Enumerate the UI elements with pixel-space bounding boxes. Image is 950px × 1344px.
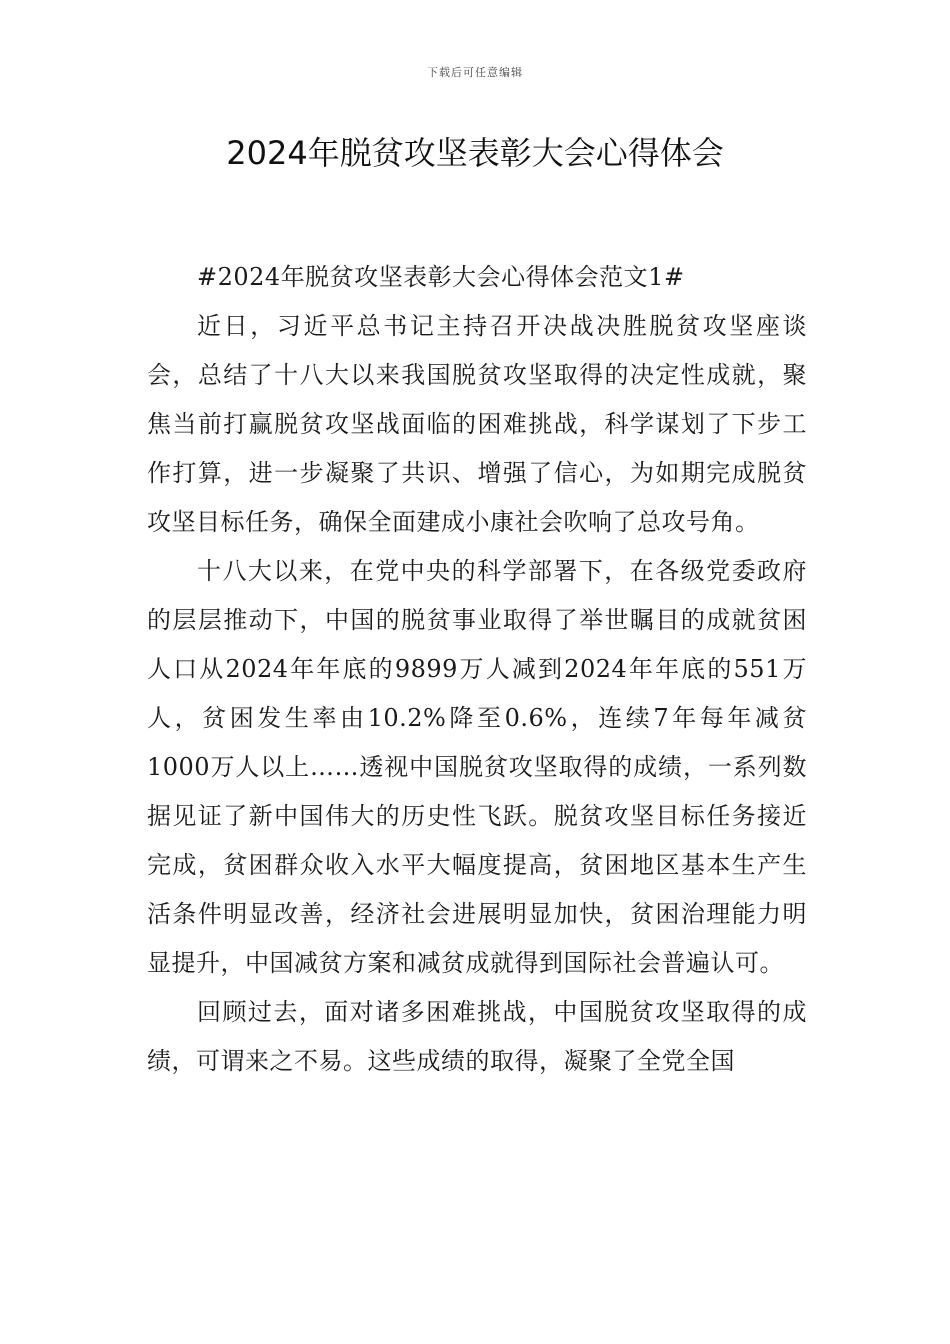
- document-body: [147, 253, 807, 1086]
- paragraph: 十八大以来，在党中央的科学部署下，在各级党委政府的层层推动下，中国的脱贫事业取得了举世瞩目的成就贫困人口从2024年年底的9899万人减到2024年年底的551万人，贫困发生率由10.2%降至0.6%，连续7年每年减贫1000万人以上……透视中国脱贫攻坚取得的成绩，一系列数据见证了新中国伟大的历史性飞跃。脱贫攻坚目标任务接近完成，贫困群众收入水平大幅度提高，贫困地区基本生产生活条件明显改善，经济社会进展明显加快，贫困治理能力明显提升，中国减贫方案和减贫成就得到国际社会普遍认可。: [147, 557, 807, 977]
- document-title: 2024年脱贫攻坚表彰大会心得体会: [226, 134, 724, 172]
- paragraph: 回顾过去，面对诸多困难挑战，中国脱贫攻坚取得的成绩，可谓来之不易。这些成绩的取得，凝聚了全党全国: [147, 998, 807, 1075]
- header-note: 下载后可任意编辑: [427, 66, 523, 79]
- section-subheading: #2024年脱贫攻坚表彰大会心得体会范文1#: [197, 263, 685, 291]
- paragraph: 近日，习近平总书记主持召开决战决胜脱贫攻坚座谈会，总结了十八大以来我国脱贫攻坚取得的决定性成就，聚焦当前打赢脱贫攻坚战面临的困难挑战，科学谋划了下步工作打算，进一步凝聚了共识、增强了信心，为如期完成脱贫攻坚目标任务，确保全面建成小康社会吹响了总攻号角。: [147, 312, 807, 536]
